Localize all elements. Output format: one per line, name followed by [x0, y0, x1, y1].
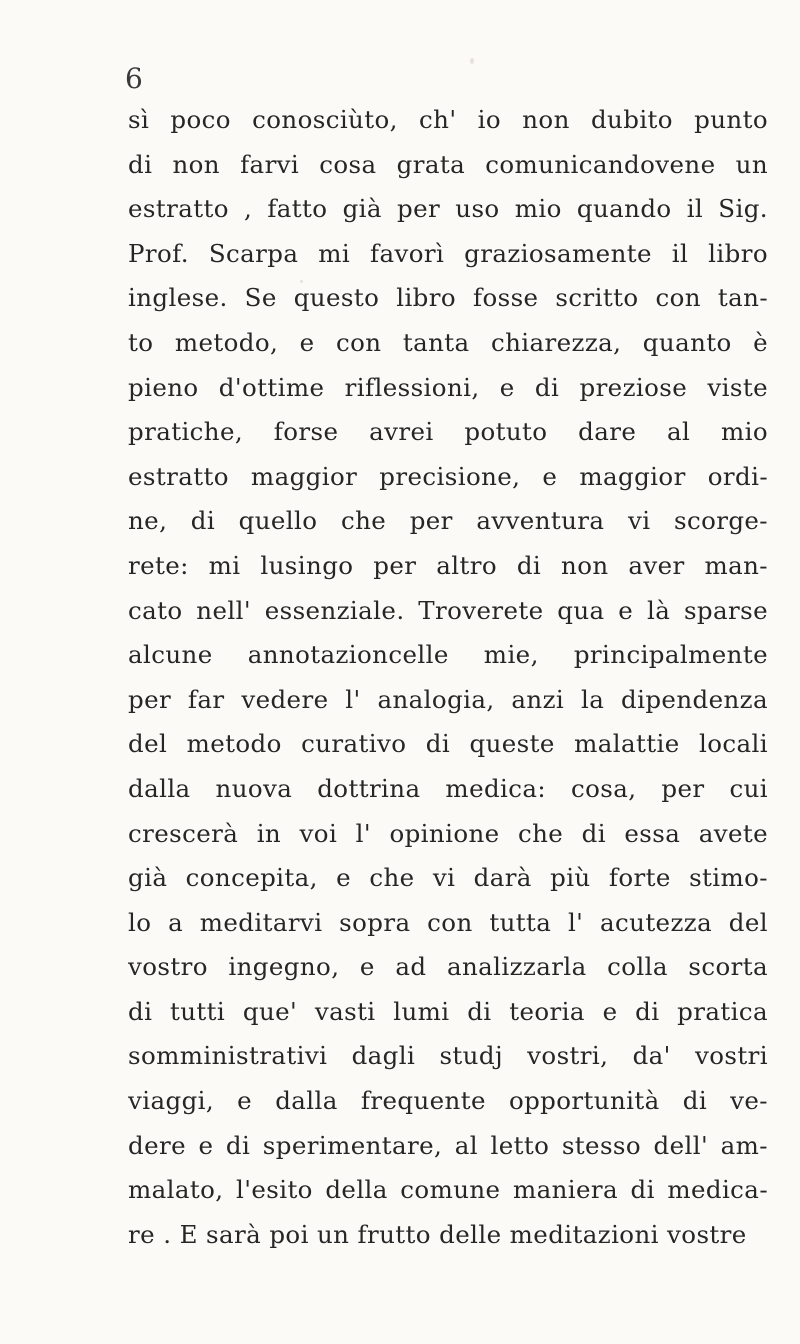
- text-line: ne, di quello che per avventura vi scorge-: [128, 506, 768, 536]
- text-line: di tutti que' vasti lumi di teoria e di pratica: [128, 996, 768, 1026]
- text-line: rete: mi lusingo per altro di non aver man-: [128, 550, 768, 580]
- body-text: [128, 98, 768, 1257]
- text-line: viaggi, e dalla frequente opportunità di ve-: [128, 1086, 768, 1116]
- text-line: crescerà in voi l' opinione che di essa avete: [128, 818, 768, 848]
- text-line: estratto maggior precisione, e maggior ordi-: [128, 461, 768, 491]
- text-line: dalla nuova dottrina medica: cosa, per cui: [128, 773, 768, 803]
- text-line: già concepita, e che vi darà più forte stimo-: [128, 863, 768, 893]
- text-line: inglese. Se questo libro fosse scritto con tan-: [128, 283, 768, 313]
- text-line: dere e di sperimentare, al letto stesso dell' am-: [128, 1130, 768, 1160]
- text-line: cato nell' essenziale. Troverete qua e là sparse: [128, 595, 768, 625]
- text-line: alcune annotazioncelle mie, principalmente: [128, 640, 768, 670]
- text-line: Prof. Scarpa mi favorì graziosamente il libro: [128, 238, 768, 268]
- page-number: 6: [125, 62, 143, 95]
- text-line: estratto , fatto già per uso mio quando il Sig.: [128, 194, 768, 224]
- text-line: pieno d'ottime riflessioni, e di preziose viste: [128, 372, 768, 402]
- text-line: per far vedere l' analogia, anzi la dipendenza: [128, 684, 768, 714]
- text-line: somministrativi dagli studj vostri, da' vostri: [128, 1041, 768, 1071]
- text-line: re . E sarà poi un frutto delle meditazioni vostre: [128, 1219, 747, 1249]
- text-line: pratiche, forse avrei potuto dare al mio: [128, 417, 768, 447]
- text-line: lo a meditarvi sopra con tutta l' acutezza del: [128, 907, 768, 937]
- text-line: vostro ingegno, e ad analizzarla colla scorta: [128, 952, 768, 982]
- ink-speck: [470, 58, 474, 64]
- text-line: to metodo, e con tanta chiarezza, quanto è: [128, 327, 768, 357]
- text-line: malato, l'esito della comune maniera di medica-: [128, 1175, 768, 1205]
- text-line: del metodo curativo di queste malattie locali: [128, 729, 768, 759]
- text-line: sì poco conosciùto, ch' io non dubito punto: [128, 105, 768, 134]
- text-line: di non farvi cosa grata comunicandovene un: [128, 149, 768, 179]
